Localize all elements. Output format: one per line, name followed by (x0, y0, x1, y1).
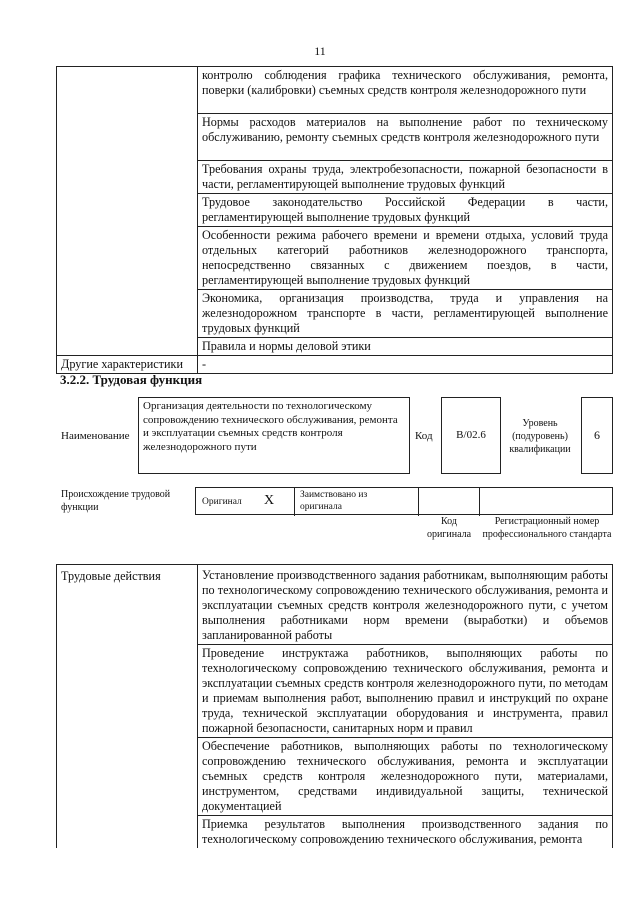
knowledge-item: контролю соблюдения графика технического обслуживания, ремонта, поверки (калибровки) съемных средств контроля железнодорожного пути (198, 67, 613, 114)
actions-table (56, 564, 613, 848)
table-row (57, 356, 613, 374)
table-row (57, 565, 613, 645)
knowledge-item: Трудовое законодательство Российской Федерации в части, регламентирующей выполнение трудовых функций (198, 194, 613, 227)
reg-number-caption: Регистрационный номер профессионального стандарта (482, 516, 612, 540)
action-item: Проведение инструктажа работников, выполняющих работы по технологическому сопровождению технического обслуживания, ремонта и эксплуатации съемных средств контроля железнодорожного пути, по методам и приемам выполнения работ, выполнению правил и инструкций по охране труда, технической эксплуатации оборудования и инструмента, правил пожарной безопасности, санитарных норм и правил (198, 645, 613, 738)
level-box (581, 397, 613, 474)
knowledge-item: Требования охраны труда, электробезопасности, пожарной безопасности в части, регламентирующей выполнение трудовых функций (198, 161, 613, 194)
other-characteristics-value: - (198, 356, 613, 374)
code-box (441, 397, 501, 474)
other-characteristics-label: Другие характеристики (57, 356, 198, 374)
divider (418, 488, 419, 516)
level-value: 6 (594, 427, 600, 442)
origin-table (195, 487, 613, 515)
divider (479, 488, 480, 516)
code-original-caption: Код оригинала (426, 516, 472, 540)
knowledge-table (56, 66, 613, 374)
table-row (57, 67, 613, 114)
original-label: Оригинал (202, 497, 242, 507)
action-item: Обеспечение работников, выполняющих работы по технологическому сопровождению технического обслуживания, ремонта и эксплуатации съемных средств контроля железнодорожного пути, материалами, инструментом, средствами индивидуальной защиты, технической документацией (198, 738, 613, 816)
function-name: Организация деятельности по технологическому сопровождению технического обслуживания, ремонта и эксплуатации съемных средств контроля железнодорожного пути (143, 400, 398, 453)
action-item: Приемка результатов выполнения производственного задания по технологическому сопровождению технического обслуживания, ремонта (198, 816, 613, 849)
knowledge-item: Особенности режима рабочего времени и времени отдыха, условий труда отдельных категорий работников железнодорожного транспорта, непосредственно связанных с движением поездов, в части, регламентирующей выполнение трудовых функций (198, 227, 613, 290)
section-title: 3.2.2. Трудовая функция (60, 372, 203, 387)
left-cell (57, 67, 198, 356)
origin-label: Происхождение трудовой функции (61, 489, 171, 513)
page-number: 11 (314, 44, 326, 58)
knowledge-item: Правила и нормы деловой этики (198, 338, 613, 356)
action-item: Установление производственного задания работникам, выполняющим работы по технологическому сопровождению технического обслуживания, ремонта и эксплуатации съемных средств контроля железнодорожного пути, с учетом выполнения работниками норм времени (выработки) и объемов запланированной работы (198, 565, 613, 645)
original-mark: X (264, 493, 275, 508)
actions-label: Трудовые действия (57, 565, 198, 849)
code-label: Код (415, 430, 433, 442)
code-value: B/02.6 (456, 428, 486, 441)
level-label: Уровень (подуровень) квалификации (509, 418, 571, 455)
borrowed-label: Заимствовано из оригинала (300, 490, 368, 512)
knowledge-item: Нормы расходов материалов на выполнение работ по техническому обслуживанию, ремонту съемных средств контроля железнодорожного пути (198, 114, 613, 161)
knowledge-item: Экономика, организация производства, труда и управления на железнодорожном транспорте в части, регламентирующей выполнение трудовых функций (198, 290, 613, 338)
divider (294, 488, 295, 516)
function-name-box (138, 397, 410, 474)
name-label: Наименование (61, 430, 130, 442)
